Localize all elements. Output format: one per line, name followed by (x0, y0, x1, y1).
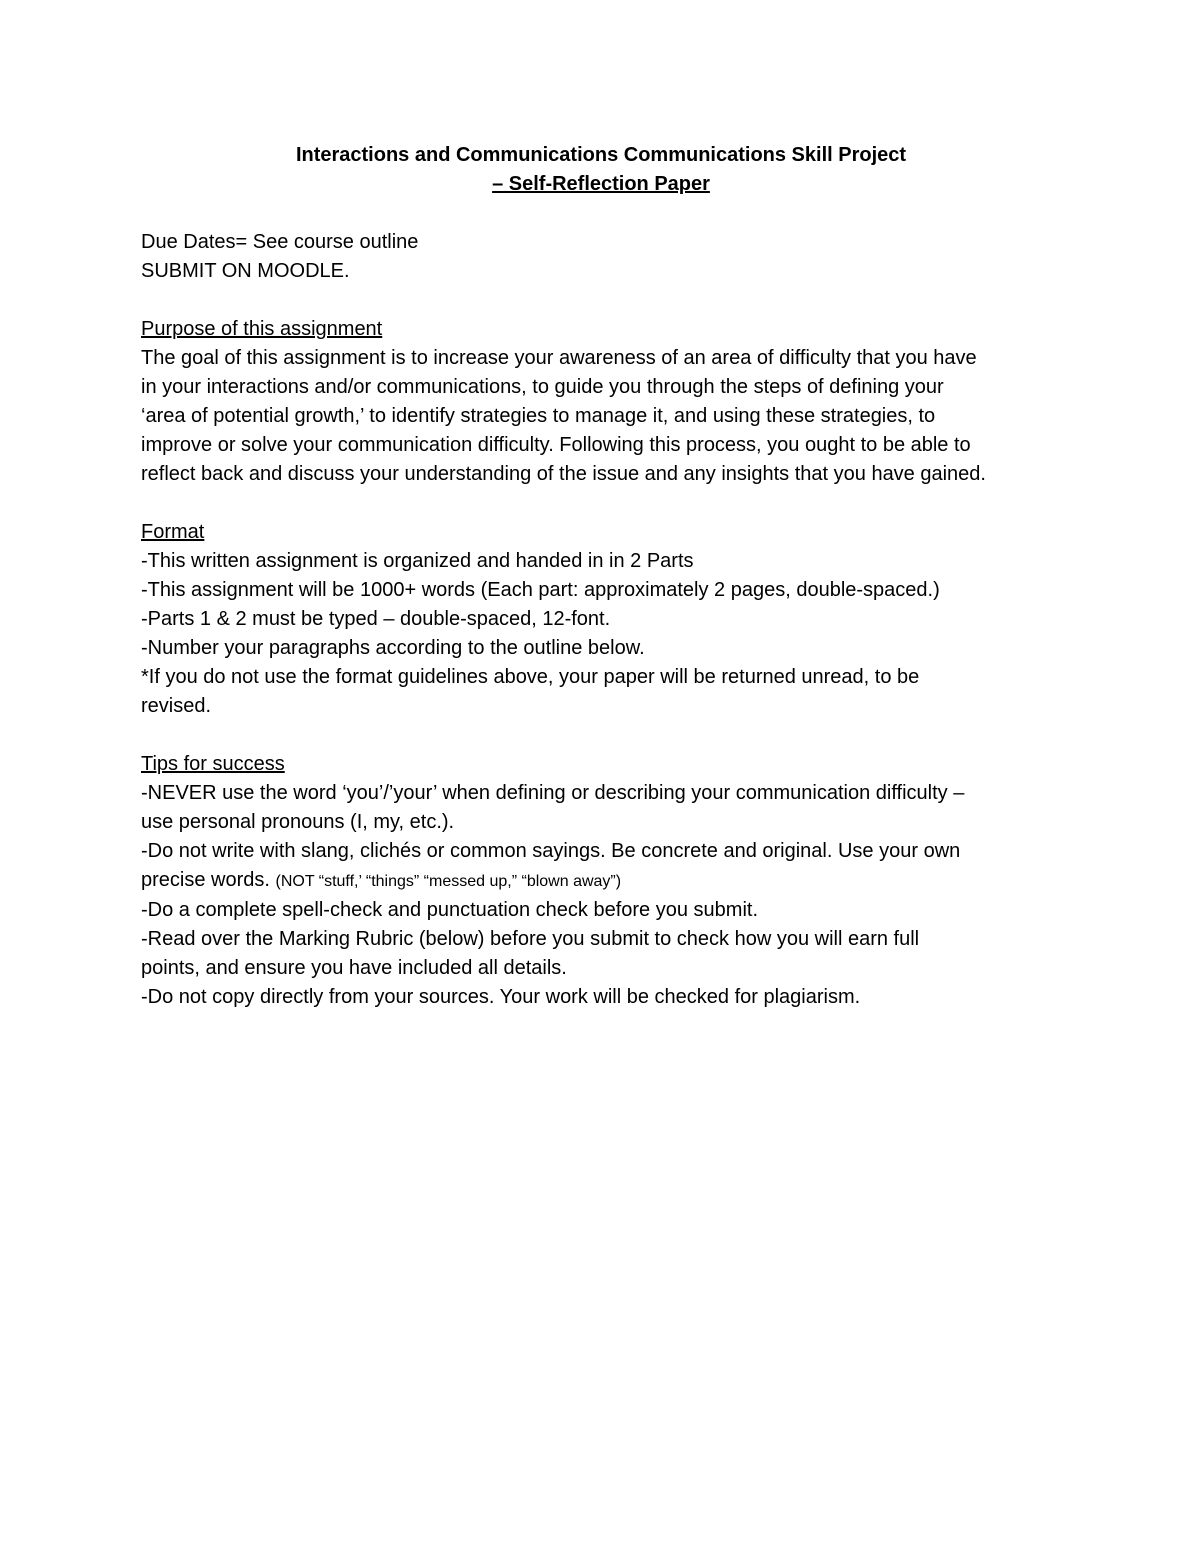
format-heading: Format (141, 521, 205, 543)
purpose-line: improve or solve your communication difficulty. Following this process, you ought to be able to (141, 434, 971, 456)
tips-section (141, 750, 1061, 1012)
tips-line: use personal pronouns (I, my, etc.). (141, 811, 455, 833)
document-content (141, 141, 1061, 1012)
purpose-section (141, 315, 1061, 489)
title-line-1: Interactions and Communications Communications Skill Project (295, 144, 907, 166)
format-line: -Parts 1 & 2 must be typed – double-spaced, 12-font. (141, 608, 611, 630)
tips-line: points, and ensure you have included all details. (141, 957, 567, 979)
format-section (141, 518, 1061, 721)
tips-line: -NEVER use the word ‘you’/’your’ when defining or describing your communication difficulty – (141, 782, 965, 804)
purpose-line: ‘area of potential growth,’ to identify strategies to manage it, and using these strategies, to (141, 405, 936, 427)
tips-line-text: precise words. (141, 869, 276, 891)
spacer (141, 721, 1061, 750)
format-line: revised. (141, 695, 212, 717)
tips-line-with-example (141, 866, 1061, 896)
title-line-2: – Self-Reflection Paper (492, 173, 710, 195)
due-section (141, 228, 1061, 286)
format-line: -Number your paragraphs according to the outline below. (141, 637, 645, 659)
tips-example-text: (NOT “stuff,’ “things” “messed up,” “blown away”) (275, 873, 622, 890)
submit-instruction: SUBMIT ON MOODLE. (141, 260, 350, 282)
format-line: -This assignment will be 1000+ words (Each part: approximately 2 pages, double-spaced.) (141, 579, 940, 601)
document-title (141, 141, 1061, 199)
purpose-heading: Purpose of this assignment (141, 318, 383, 340)
purpose-line: The goal of this assignment is to increase your awareness of an area of difficulty that you have (141, 347, 977, 369)
format-line: *If you do not use the format guidelines above, your paper will be returned unread, to be (141, 666, 920, 688)
tips-line: -Read over the Marking Rubric (below) before you submit to check how you will earn full (141, 928, 920, 950)
tips-line: -Do not write with slang, clichés or common sayings. Be concrete and original. Use your own (141, 840, 961, 862)
format-line: -This written assignment is organized and handed in in 2 Parts (141, 550, 694, 572)
tips-line: -Do a complete spell-check and punctuation check before you submit. (141, 899, 759, 921)
spacer (141, 489, 1061, 518)
tips-heading: Tips for success (141, 753, 285, 775)
spacer (141, 286, 1061, 315)
purpose-line: in your interactions and/or communications, to guide you through the steps of defining your (141, 376, 944, 398)
due-dates-text: Due Dates= See course outline (141, 231, 419, 253)
tips-line: -Do not copy directly from your sources. Your work will be checked for plagiarism. (141, 986, 861, 1008)
purpose-line: reflect back and discuss your understanding of the issue and any insights that you have gained. (141, 463, 986, 485)
